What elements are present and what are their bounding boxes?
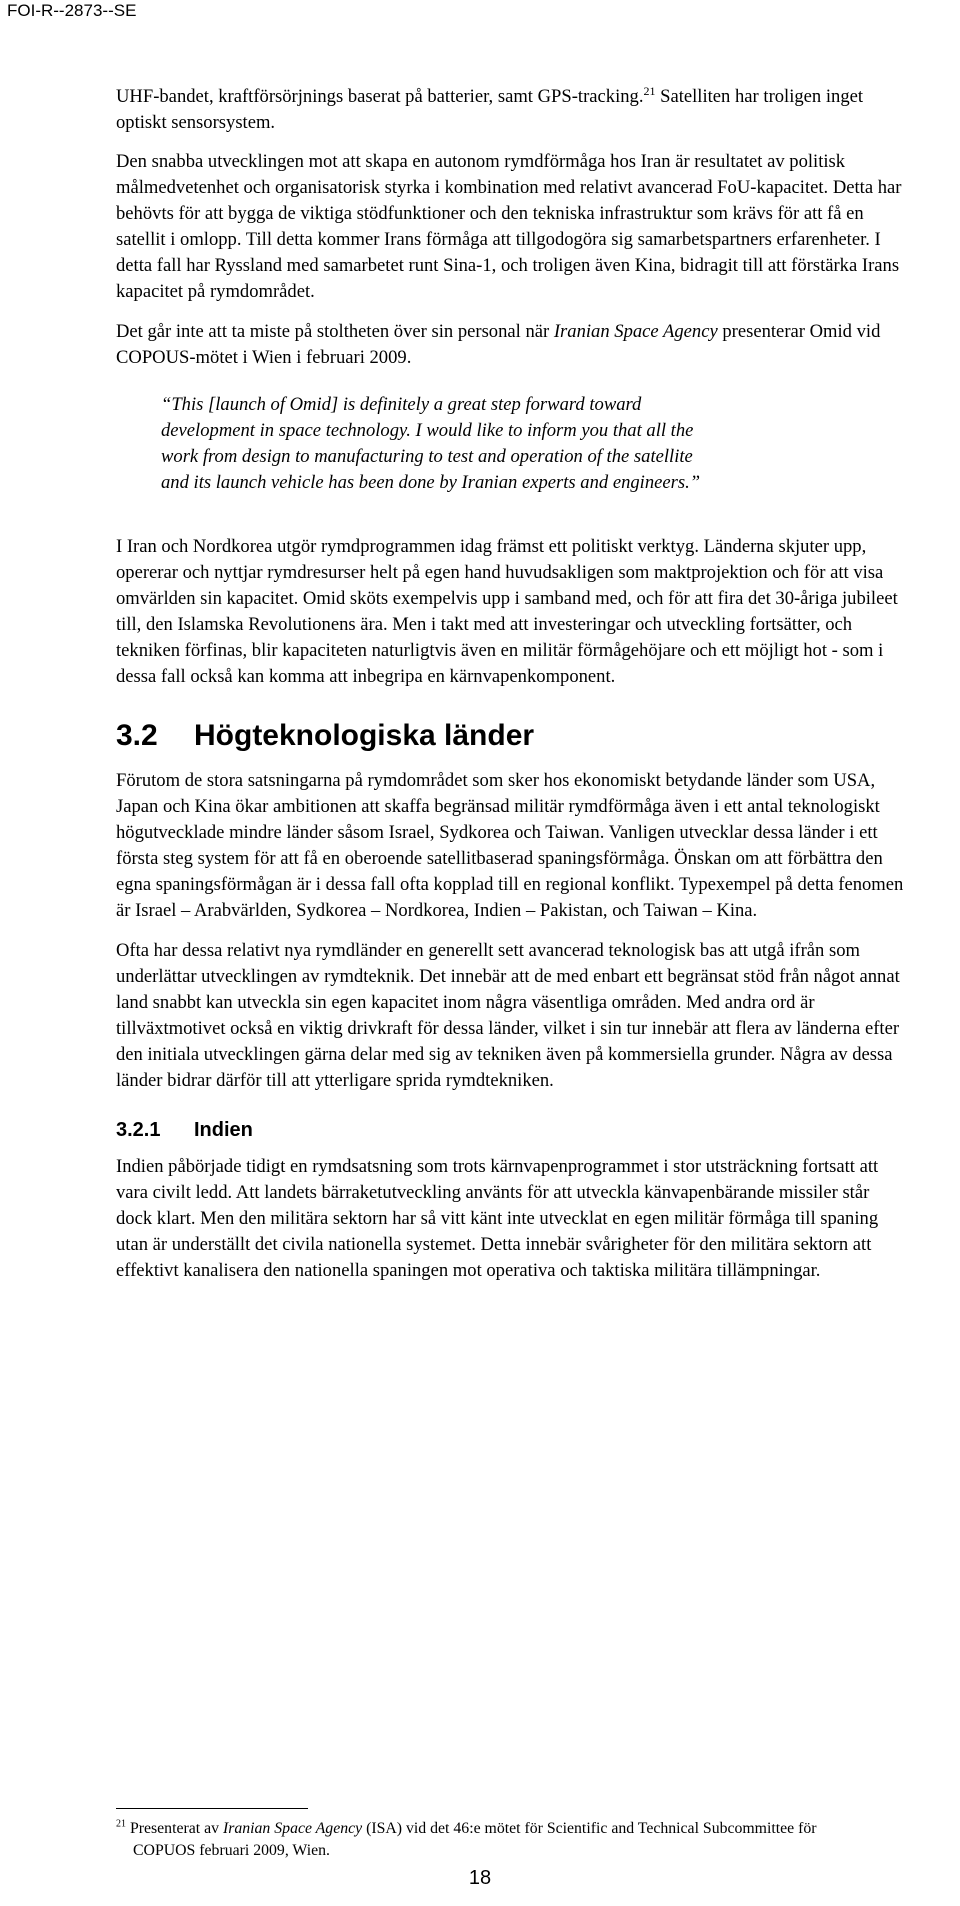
quote-line: development in space technology. I would like to inform you that all the [161, 420, 694, 441]
footnote-ref-21[interactable]: 21 [643, 83, 656, 98]
quote-line: and its launch vehicle has been done by Iranian experts and engineers.” [161, 472, 701, 493]
block-quote [161, 392, 906, 496]
section-heading-3-2-1: 3.2.1 Indien [116, 1119, 253, 1141]
paragraph-uhf: UHF-bandet, kraftförsörjnings baserat på batterier, samt GPS-tracking.$^{21}$ Satelliten har troligen inget optiskt sensorsystem. [116, 83, 864, 133]
report-id: FOI-R--2873--SE [7, 1, 137, 20]
footnote-separator [116, 1808, 308, 1809]
paragraph-iran-development: Den snabba utvecklingen mot att skapa en autonom rymdförmåga hos Iran är resultatet av politisk målmedvetenhet och organisatorisk styrka i kombination med relativt avancerad FoU-kapacitet. Detta har behövts för att bygga de viktiga stödfunktioner och den tekniska infrastruktur som krävs för att få en satellit i omlopp. Till detta kommer Irans förmåga att tillgodogöra sig samarbetspartners erfarenheter. I detta fall har Ryssland med samarbetet runt Sina-1, och troligen även Kina, bidragit till att förstärka Irans kapacitet på rymdområdet. [116, 151, 902, 302]
paragraph-india: Indien påbörjade tidigt en rymdsatsning som trots kärnvapenprogrammet i stor utsträckning fortsatt att vara civilt ledd. Att landets bärraketutveckling använts för att utveckla känvapenbärande missiler står dock klart. Men den militära sektorn har så vitt känt inte utvecklat en egen militär förmåga till spaning utan är underställt det civila nationella systemet. Detta innebär svårigheter för den militära sektorn att effektivt kanalisera den nationella spaningen mot operativa och taktiska militära tillämpningar. [116, 1156, 879, 1281]
paragraph-iran-korea: I Iran och Nordkorea utgör rymdprogrammen idag främst ett politiskt verktyg. Länderna skjuter upp, opererar och nyttjar rymdresurser helt på egen hand huvudsakligen som maktprojektion och för att visa omvärlden sin kapacitet. Omid sköts exempelvis upp i samband med, och för att fira det 30-åriga jubileet till, den Islamska Revolutionens ära. Men i takt med att investeringar och utveckling fortsätter, och tekniken förfinas, blir kapaciteten naturligtvis även en militär förmågehöjare och ett möjligt hot - som i dessa fall också kan komma att inbegripa en kärnvapenkomponent. [116, 536, 898, 687]
footnote-21: $^{21}$ Presenterat av Iranian Space Agency (ISA) vid det 46:e mötet för Scientific and Technical Subcommittee för COPUOS februari 2009, Wien. [116, 1818, 817, 1859]
quote-line: work from design to manufacturing to test and operation of the satellite [161, 446, 693, 467]
body-text [116, 84, 906, 1298]
section-heading-3-2: 3.2 Högteknologiska länder [116, 719, 535, 752]
paragraph-new-space-nations: Ofta har dessa relativt nya rymdländer en generellt sett avancerad teknologisk bas att utgå ifrån som underlättar utvecklingen av rymdteknik. Det innebär att de med enbart ett begränsat stöd från något annat land snabbt kan utveckla sin egen kapacitet inom några väsentliga områden. Med andra ord är tillväxtmotivet också en viktig drivkraft för dessa länder, vilket i sin tur innebär att flera av länderna efter den initiala utvecklingen gärna delar med sig av tekniken även på kommersiella grunder. Några av dessa länder bidrar därför till att ytterligare sprida rymdtekniken. [116, 940, 900, 1091]
page-number: 18 [468, 1867, 492, 1889]
paragraph-iran-pride: Det går inte att ta miste på stoltheten över sin personal när Iranian Space Agency presenterar Omid vid COPOUS-mötet i Wien i februari 2009. [116, 321, 881, 368]
quote-line: “This [launch of Omid] is definitely a great step forward toward [161, 394, 642, 415]
paragraph-high-tech: Förutom de stora satsningarna på rymdområdet som sker hos ekonomiskt betydande länder som USA, Japan och Kina ökar ambitionen att skaffa begränsad militär rymdförmåga även i ett antal teknologiskt högutvecklade mindre länder såsom Israel, Sydkorea och Taiwan. Vanligen utvecklar dessa länder i ett första steg system för att få en oberoende satellitbaserad spaningsförmåga. Önskan om att förbättra den egna spaningsförmågan är i dessa fall ofta kopplad till en regional konflikt. Typexempel på detta fenomen är Israel – Arabvärlden, Sydkorea – Nordkorea, Indien – Pakistan, och Taiwan – Kina. [116, 770, 904, 921]
